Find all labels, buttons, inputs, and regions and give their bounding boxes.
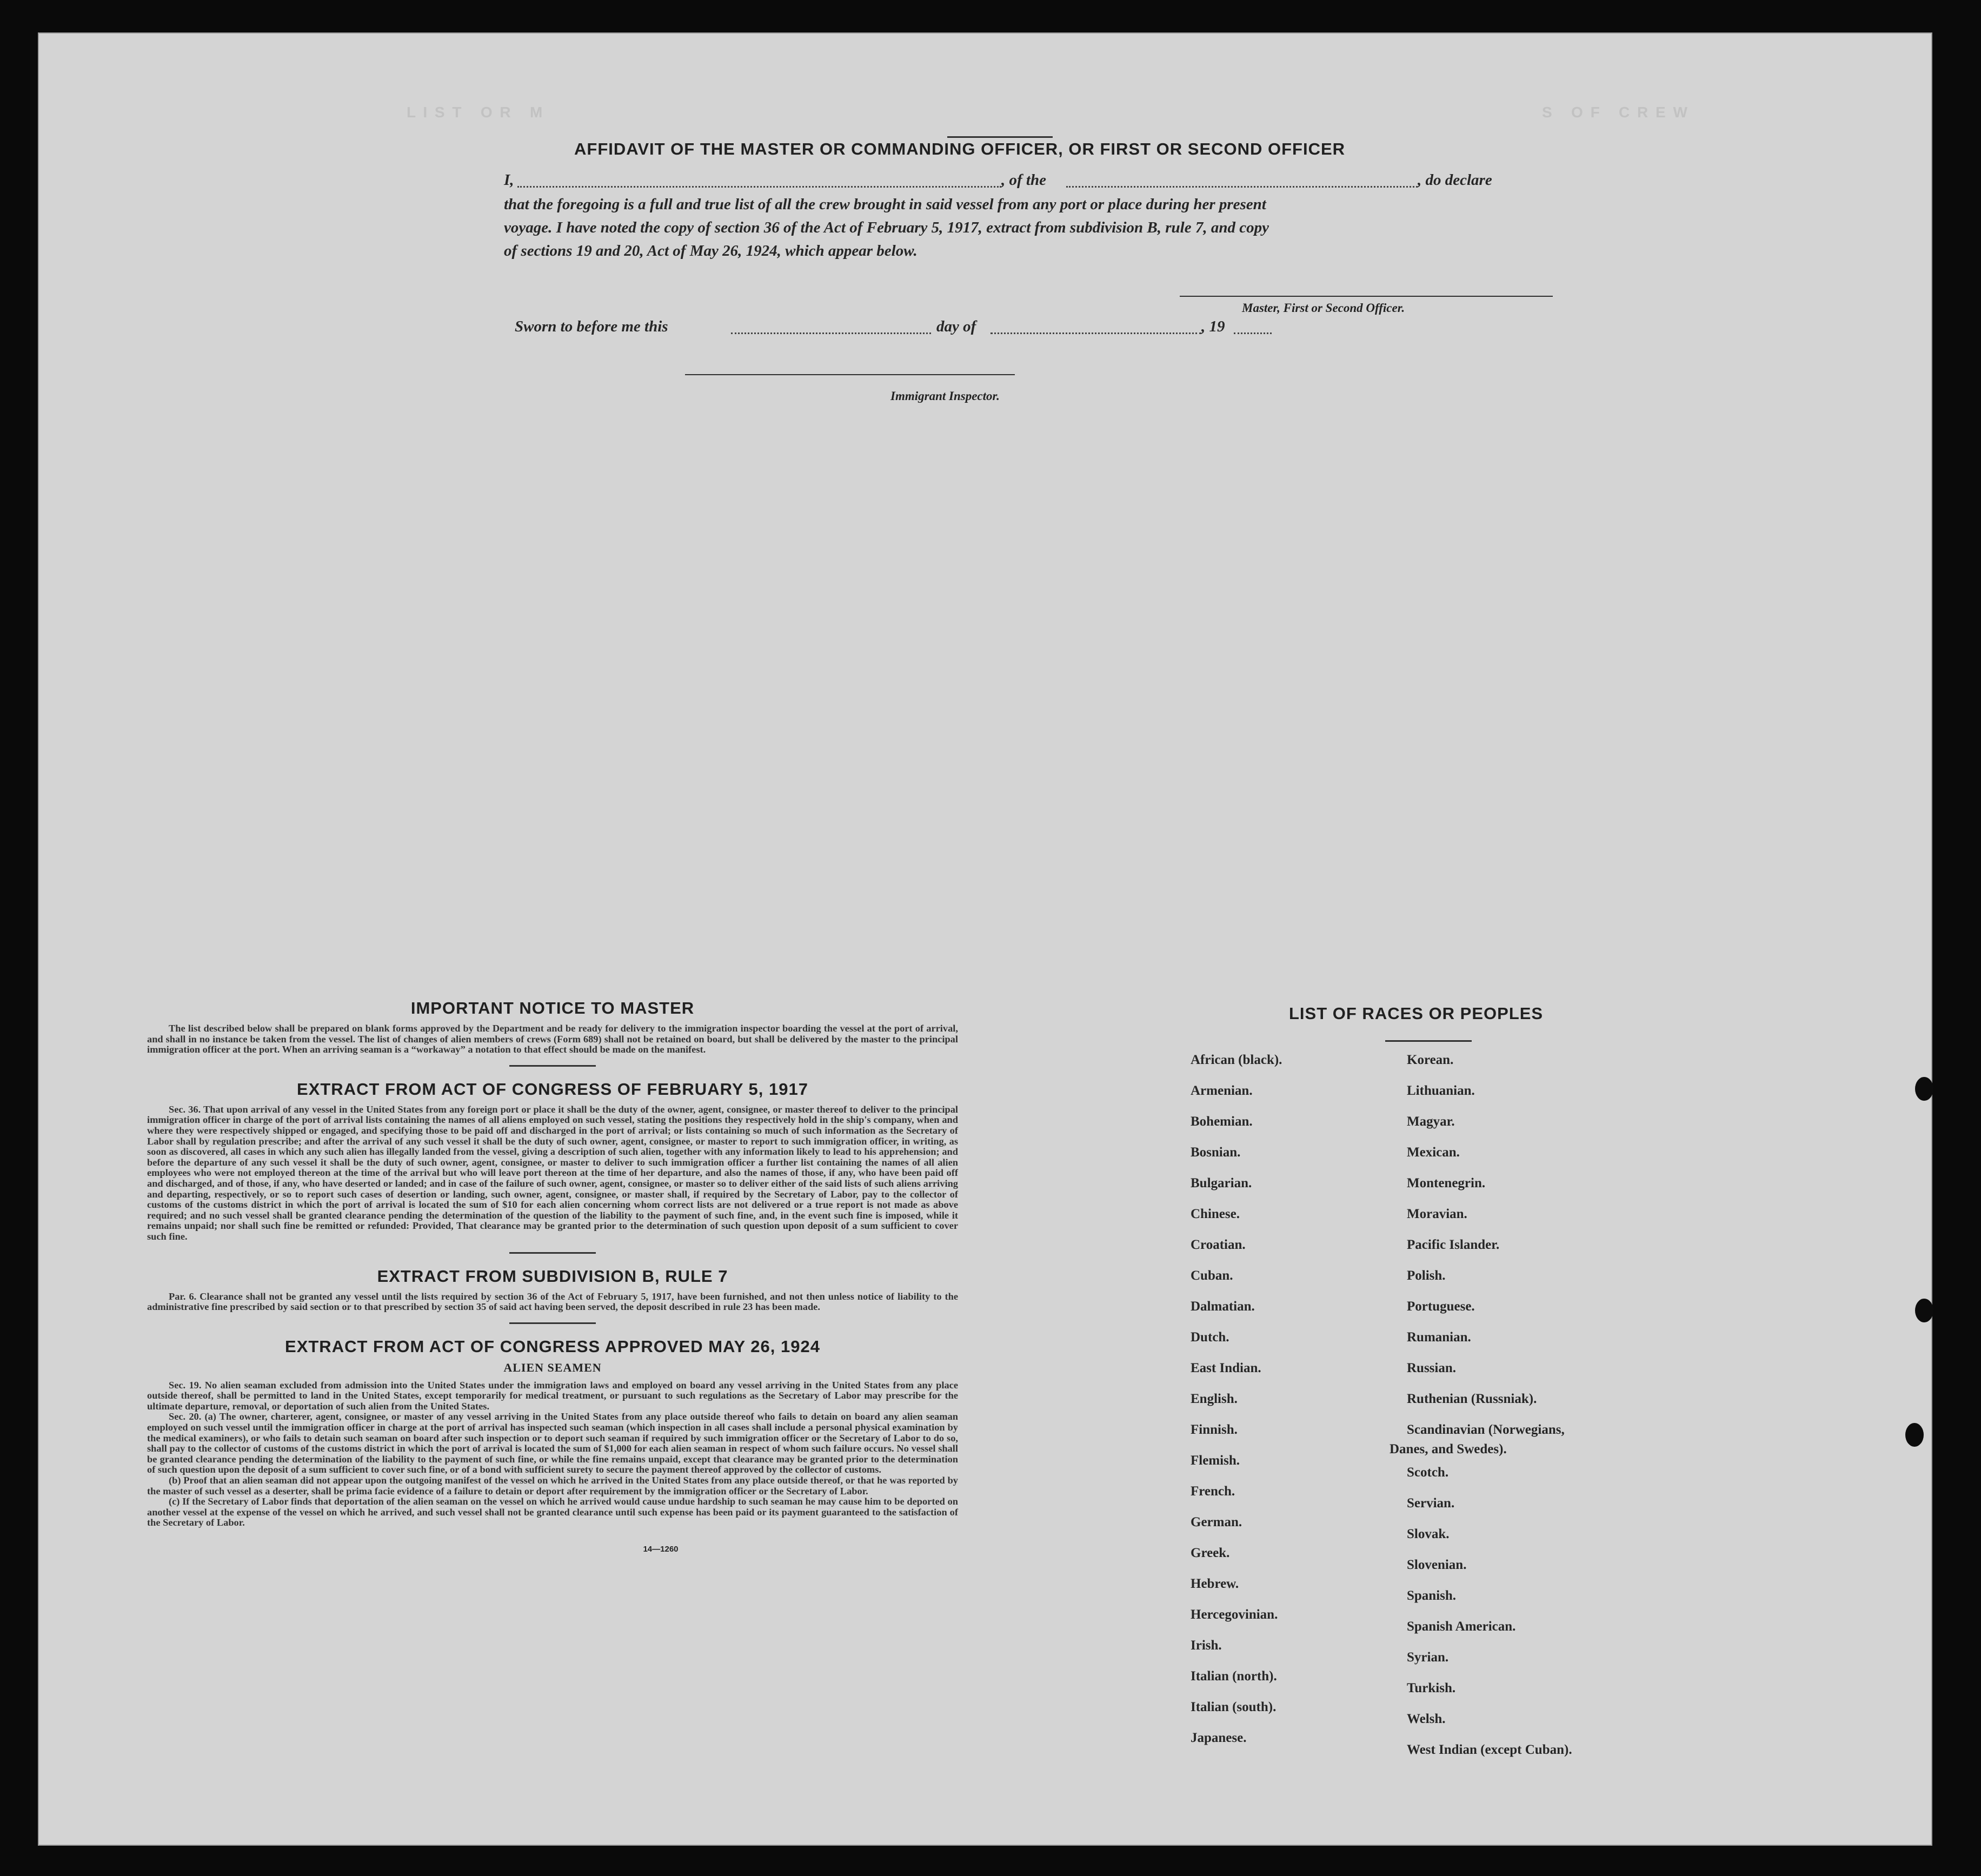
notice-title: IMPORTANT NOTICE TO MASTER <box>410 999 695 1017</box>
race-item: Turkish. <box>1407 1681 1456 1695</box>
race-item: Slovak. <box>1407 1527 1450 1541</box>
alien-seamen-subtitle: ALIEN SEAMEN <box>503 1360 602 1374</box>
notice-column <box>147 999 958 1554</box>
sec-20b-text: (b) Proof that an alien seaman did not appear upon the outgoing manifest of the vessel on which he arrived in the United States from any place outside thereof, or that he was reported by the master of such vessel as a deserter, shall be prima facie evidence of a failure to detain or deport after requirement by the immigration officer or the Secretary of Labor. <box>147 1475 958 1496</box>
race-item: English. <box>1191 1392 1238 1406</box>
form-number: 14—1260 <box>643 1545 679 1554</box>
vessel-blank[interactable] <box>1066 186 1418 188</box>
race-item: Korean. <box>1407 1053 1454 1067</box>
race-item: Lithuanian. <box>1407 1083 1475 1098</box>
sworn-year: , 19 <box>1201 318 1225 335</box>
binding-hole <box>1915 1077 1933 1101</box>
binding-hole <box>1915 1299 1933 1322</box>
bleed-through-text: S O F C R E W <box>1542 104 1689 121</box>
sworn-text: Sworn to before me this <box>515 318 668 335</box>
race-item: Spanish. <box>1407 1588 1457 1603</box>
race-item: Cuban. <box>1191 1268 1233 1283</box>
race-item: Welsh. <box>1407 1712 1446 1726</box>
inspector-signature-line[interactable] <box>685 374 1015 375</box>
extract-rule7-text: Par. 6. Clearance shall not be granted any vessel until the lists required by section 36 of the Act of February 5, 1917, have been furnished, and not then unless notice of liability to the administrative fine prescribed by said section or to that prescribed by section 35 of said act having been served, the deposit described in rule 23 has been made. <box>147 1290 958 1313</box>
race-item: Bosnian. <box>1191 1145 1241 1160</box>
race-item: French. <box>1191 1484 1235 1499</box>
name-blank[interactable] <box>517 186 1001 188</box>
race-item: Russian. <box>1407 1361 1457 1375</box>
section-rule <box>509 1252 596 1254</box>
races-title: LIST OF RACES OR PEOPLES <box>1289 1004 1544 1023</box>
extract-1924-title: EXTRACT FROM ACT OF CONGRESS APPROVED MAY 26, 1924 <box>285 1336 820 1356</box>
race-item: Chinese. <box>1191 1207 1240 1221</box>
race-item: Irish. <box>1191 1638 1222 1653</box>
race-item: Pacific Islander. <box>1407 1238 1500 1252</box>
race-item: Hercegovinian. <box>1191 1607 1278 1622</box>
race-item: Bulgarian. <box>1191 1176 1252 1190</box>
race-item: East Indian. <box>1191 1361 1261 1375</box>
extract-rule7-title: EXTRACT FROM SUBDIVISION B, RULE 7 <box>377 1266 728 1286</box>
race-item: Moravian. <box>1407 1207 1467 1221</box>
race-item: Hebrew. <box>1191 1576 1239 1591</box>
race-item: Armenian. <box>1191 1083 1253 1098</box>
race-item: Slovenian. <box>1407 1558 1467 1572</box>
sworn-year-blank[interactable] <box>1234 332 1272 334</box>
extract-1917-title: EXTRACT FROM ACT OF CONGRESS OF FEBRUARY 5, 1917 <box>297 1079 808 1099</box>
binding-hole <box>1905 1423 1924 1447</box>
sworn-day-of: day of <box>936 318 976 335</box>
affidavit-line-of-the: , of the <box>1001 171 1046 189</box>
race-item: Ruthenian (Russniak). <box>1407 1392 1537 1406</box>
race-item: Croatian. <box>1191 1238 1246 1252</box>
race-item: Flemish. <box>1191 1453 1240 1468</box>
race-item: Polish. <box>1407 1268 1446 1283</box>
race-item: Syrian. <box>1407 1650 1449 1665</box>
race-item: Magyar. <box>1407 1114 1455 1129</box>
notice-text: The list described below shall be prepared on blank forms approved by the Department and be ready for delivery to the immigration inspector boarding the vessel at the port of arrival, and shall in no instance be taken from the vessel. The list of changes of alien members of crews (Form 689) shall not be retained on board, but shall be delivered by the master to the principal immigration officer at the port. When an arriving seaman is a “workaway” a notation to that effect should be made on the manifest. <box>147 1023 958 1055</box>
master-signature-line[interactable] <box>1180 296 1553 297</box>
race-item: Scotch. <box>1407 1465 1449 1480</box>
race-item: Dalmatian. <box>1191 1299 1255 1314</box>
affidavit-line-2: that the foregoing is a full and true list of all the crew brought in said vessel from any port or place during her present <box>504 196 1266 213</box>
race-item: Scandinavian (Norwegians, <box>1407 1422 1565 1437</box>
race-item: Dutch. <box>1191 1330 1229 1345</box>
race-item: Finnish. <box>1191 1422 1238 1437</box>
race-item: Spanish American. <box>1407 1619 1516 1634</box>
sec-19-text: Sec. 19. No alien seaman excluded from admission into the United States under the immigration laws and employed on board any vessel arriving in the United States from any place outside thereof, shall be permitted to land in the United States, except temporarily for medical treatment, or pursuant to such regulations as the Secretary of Labor may prescribe for the ultimate departure, removal, or deportation of such alien from the United States. <box>147 1379 958 1412</box>
race-item: Bohemian. <box>1191 1114 1253 1129</box>
race-item: African (black). <box>1191 1053 1282 1067</box>
race-item: German. <box>1191 1515 1242 1529</box>
race-item: Italian (north). <box>1191 1669 1277 1684</box>
race-item: West Indian (except Cuban). <box>1407 1742 1572 1757</box>
section-rule <box>509 1065 596 1067</box>
title-rule <box>947 136 1053 138</box>
race-item: Italian (south). <box>1191 1700 1277 1714</box>
race-item: Mexican. <box>1407 1145 1460 1160</box>
sworn-month-blank[interactable] <box>990 332 1201 334</box>
race-item: Portuguese. <box>1407 1299 1475 1314</box>
affidavit-line-i: I, <box>504 171 514 189</box>
races-title-rule <box>1385 1040 1472 1042</box>
race-item: Greek. <box>1191 1546 1230 1560</box>
race-item: Servian. <box>1407 1496 1455 1511</box>
document-page <box>38 32 1932 1846</box>
affidavit-line-do-declare: , do declare <box>1418 171 1492 189</box>
inspector-signature-label: Immigrant Inspector. <box>890 389 1000 403</box>
race-scandinavian-continued: Danes, and Swedes). <box>1390 1442 1507 1456</box>
race-item: Japanese. <box>1191 1731 1247 1745</box>
affidavit-title: AFFIDAVIT OF THE MASTER OR COMMANDING OFFICER, OR FIRST OR SECOND OFFICER <box>574 139 1346 158</box>
race-item: Rumanian. <box>1407 1330 1471 1345</box>
sworn-day-blank[interactable] <box>731 332 931 334</box>
affidavit-line-3: voyage. I have noted the copy of section 36 of the Act of February 5, 1917, extract from subdivision B, rule 7, and copy <box>504 219 1269 236</box>
section-rule <box>509 1322 596 1324</box>
sec-20a-text: Sec. 20. (a) The owner, charterer, agent, consignee, or master of any vessel arriving in the United States from any place outside thereof who fails to detain on board any alien seaman employed on such vessel until the immigration officer in charge at the port of arrival has inspected such seaman (which inspection in all cases shall include a personal physical examination by the medical examiners), or who fails to detain such seaman on board after such inspection or to deport such seaman if required by such immigration officer or the Secretary of Labor to do so, shall pay to the collector of customs of the customs district in which the port of arrival is located the sum of $1,000 for each alien seaman in respect of whom such failure occurs. No vessel shall be granted clearance pending the determination of the liability to the payment of such fine, or while the fine remains unpaid, except that clearance may be granted prior to the determination of such question upon the deposit of a sum sufficient to cover such fine, or of a bond with sufficient surety to secure the payment thereof approved by the collector of customs. <box>147 1411 958 1475</box>
sec-20c-text: (c) If the Secretary of Labor finds that deportation of the alien seaman on the vessel on which he arrived would cause undue hardship to such seaman he may cause him to be deported on another vessel at the expense of the vessel on which he arrived, and such vessel shall not be granted clearance until such expense has been paid or its payment guaranteed to the satisfaction of the Secretary of Labor. <box>147 1496 958 1528</box>
race-item: Montenegrin. <box>1407 1176 1486 1190</box>
bleed-through-text: L I S T O R M <box>407 104 544 121</box>
extract-1917-text: Sec. 36. That upon arrival of any vessel in the United States from any foreign port or place it shall be the duty of the owner, agent, consignee, or master thereof to deliver to the principal immigration officer in charge of the port of arrival lists containing the names of all aliens employed on such vessel, stating the positions they respectively hold in the ship's company, when and where they were respectively shipped or engaged, and specifying those to be paid off and discharged in the port of arrival; or lists containing so much of such information as the Secretary of Labor shall by regulation prescribe; and after the arrival of any such vessel it shall be the duty of such owner, agent, consignee, or master to report to such immigration officer, in writing, as soon as discovered, all cases in which any such alien has illegally landed from the vessel, giving a description of such alien, together with any information likely to lead to his apprehension; and before the departure of any such vessel it shall be the duty of such owner, agent, consignee, or master to deliver to such immigration officer a further list containing the names of all alien employees who were not employed thereon at the time of the arrival but who will leave port thereon at the time of her departure, and also the names of those, if any, who have been paid off and discharged, and of those, if any, who have deserted or landed; and in case of the failure of such owner, agent, consignee, or master so to deliver either of the said lists of such aliens arriving and departing, respectively, or so to report such cases of desertion or landing, such owner, agent, consignee, or master shall, if required by the Secretary of Labor, pay to the collector of customs of the customs district in which the port of arrival is located the sum of $10 for each alien concerning whom correct lists are not delivered or a true report is not made as above required; and no such vessel shall be granted clearance pending the determination of the question of the liability to the payment of such fine, and, in the event such fine is imposed, while it remains unpaid; nor shall such fine be remitted or refunded: Provided, That clearance may be granted prior to the determination of such question upon deposit of a sum sufficient to cover such fine. <box>147 1103 958 1242</box>
master-signature-label: Master, First or Second Officer. <box>1242 301 1405 315</box>
affidavit-line-4: of sections 19 and 20, Act of May 26, 1924, which appear below. <box>504 242 918 260</box>
